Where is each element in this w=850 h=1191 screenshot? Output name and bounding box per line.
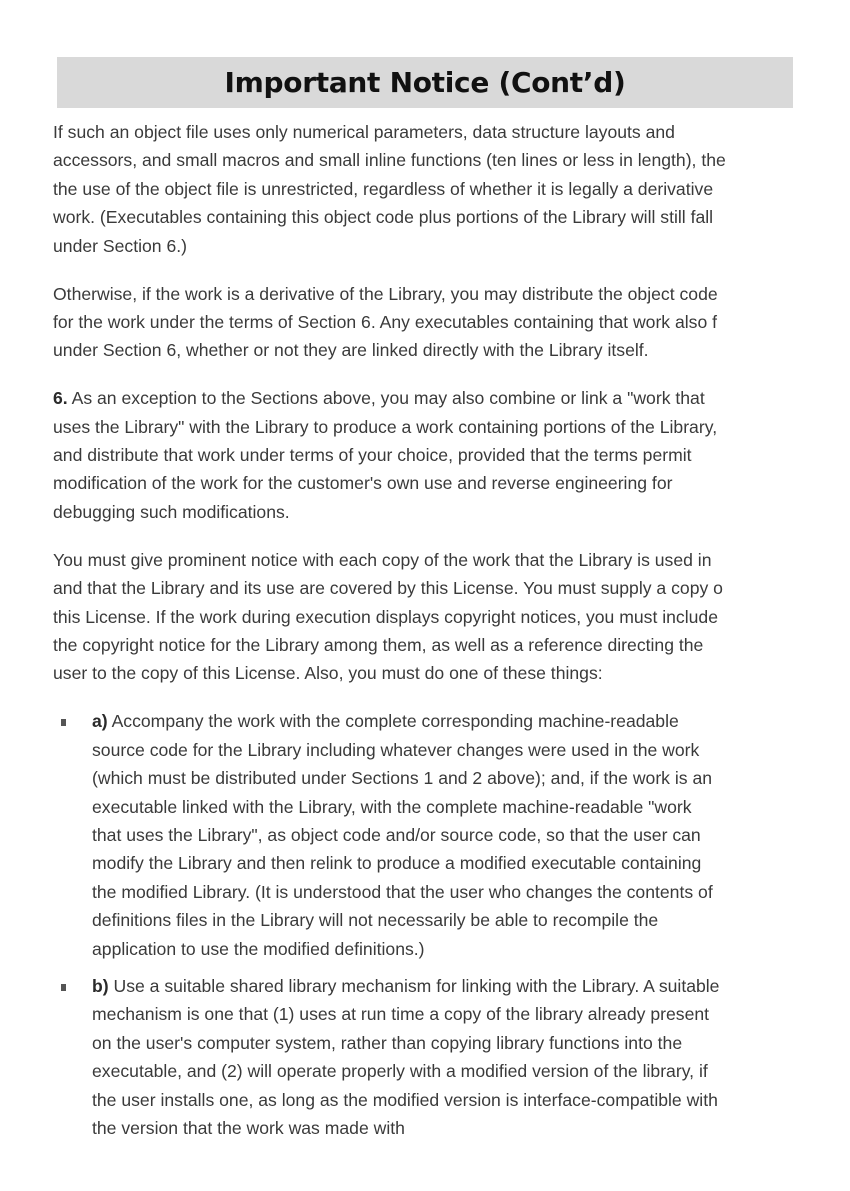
text-line: Otherwise, if the work is a derivative of the Library, you may distribute the object code	[53, 283, 718, 304]
text-line: under Section 6, whether or not they are linked directly with the Library itself.	[53, 340, 649, 361]
text-line	[53, 384, 798, 412]
text-line: the copyright notice for the Library among them, as well as a reference directing the	[53, 635, 704, 655]
text-fragment: Use a suitable shared library mechanism for linking with the Library. A suitable	[108, 975, 720, 996]
text-line: work. (Executables containing this object code plus portions of the Library will still fall	[53, 207, 714, 228]
title-banner	[57, 57, 793, 108]
text-line: and distribute that work under terms of your choice, provided that the terms permit	[53, 445, 692, 466]
requirements-list	[53, 707, 798, 1142]
text-line: that uses the Library", as object code and/or source code, so that the user can	[92, 824, 701, 845]
text-line: definitions files in the Library will not necessarily be able to recompile the	[92, 910, 659, 931]
text-line: for the work under the terms of Section 6. Any executables containing that work also f	[53, 311, 718, 332]
list-item-a	[53, 707, 798, 963]
text-line: user to the copy of this License. Also, you must do one of these things:	[53, 663, 603, 684]
text-line: the use of the object file is unrestricted, regardless of whether it is legally a derivative	[53, 178, 714, 199]
text-line: debugging such modifications.	[53, 501, 290, 522]
text-line: mechanism is one that (1) uses at run time a copy of the library already present	[92, 1004, 710, 1025]
text-line: executable, and (2) will operate properly with a modified version of the library, if	[92, 1061, 708, 1082]
text-line: the modified Library. (It is understood that the user who changes the contents of	[92, 881, 713, 902]
text-fragment: As an exception to the Sections above, you may also combine or link a "work that	[67, 388, 705, 409]
text-line: this License. If the work during execution displays copyright notices, you must include	[53, 606, 718, 627]
text-line	[92, 972, 798, 1000]
text-line: (which must be distributed under Sections 1 and 2 above); and, if the work is an	[92, 768, 713, 789]
text-line: the version that the work was made with	[92, 1118, 405, 1138]
text-fragment: Accompany the work with the complete corresponding machine-readable	[107, 711, 679, 732]
paragraph-prominent-notice	[53, 546, 798, 688]
page-title: Important Notice (Cont’d)	[224, 66, 626, 99]
text-line: modification of the work for the customer's own use and reverse engineering for	[53, 473, 673, 494]
item-letter: b)	[92, 975, 109, 996]
list-item-b	[53, 972, 798, 1142]
paragraph-derivative-work	[53, 280, 798, 365]
notice-body	[53, 118, 798, 1151]
text-line: If such an object file uses only numerical parameters, data structure layouts and	[53, 122, 675, 142]
text-line: application to use the modified definitions.)	[92, 938, 425, 959]
paragraph-section-6	[53, 384, 798, 526]
item-letter: a)	[92, 711, 108, 732]
text-line: under Section 6.)	[53, 235, 187, 256]
text-line	[92, 707, 798, 735]
bullet-icon	[61, 719, 66, 726]
text-line: on the user's computer system, rather than copying library functions into the	[92, 1032, 683, 1053]
section-number: 6.	[53, 388, 68, 409]
text-line: You must give prominent notice with each copy of the work that the Library is used in	[53, 549, 712, 570]
text-line: source code for the Library including whatever changes were used in the work	[92, 739, 700, 760]
paragraph-object-file	[53, 118, 798, 260]
text-line: the user installs one, as long as the modified version is interface-compatible with	[92, 1089, 718, 1110]
text-line: uses the Library" with the Library to produce a work containing portions of the Library,	[53, 416, 718, 437]
text-line: modify the Library and then relink to produce a modified executable containing	[92, 853, 702, 874]
bullet-icon	[61, 984, 66, 991]
text-line: accessors, and small macros and small inline functions (ten lines or less in length), the	[53, 150, 726, 171]
text-line: and that the Library and its use are covered by this License. You must supply a copy o	[53, 578, 723, 599]
text-line: executable linked with the Library, with the complete machine-readable "work	[92, 796, 692, 817]
